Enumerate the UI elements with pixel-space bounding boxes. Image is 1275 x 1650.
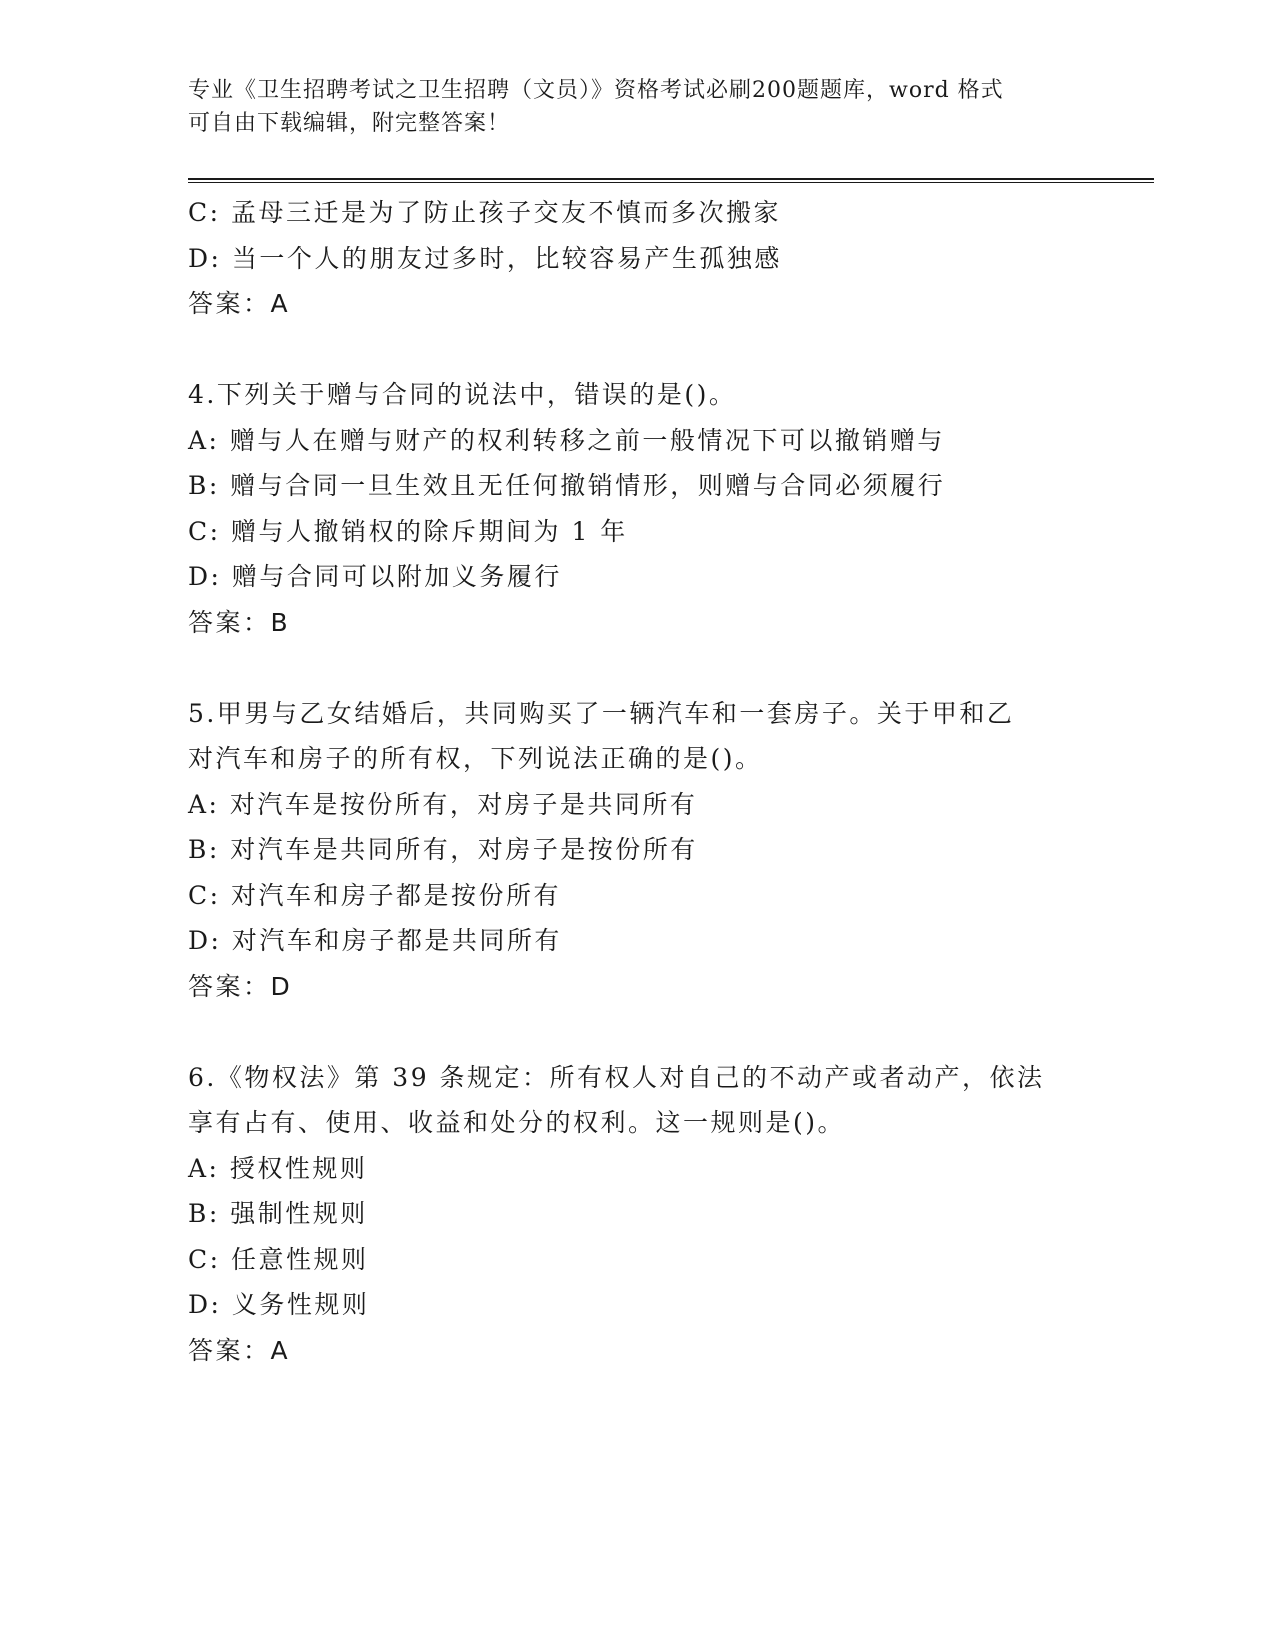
- question-6: [188, 1055, 1088, 1374]
- question-3-continued: [188, 190, 1088, 327]
- option-c: C: 任意性规则: [188, 1244, 369, 1274]
- option-b: B: 赠与合同一旦生效且无任何撤销情形，则赠与合同必须履行: [188, 471, 946, 500]
- option-c: C: 赠与人撤销权的除斥期间为 1 年: [188, 516, 628, 546]
- option-a: A: 对汽车是按份所有，对房子是共同所有: [188, 789, 698, 819]
- question-4: [188, 372, 1088, 645]
- question-stem: 4.下列关于赠与合同的说法中，错误的是()。: [188, 380, 737, 409]
- header-divider-thin: [188, 182, 1154, 183]
- option-c: C: 孟母三迁是为了防止孩子交友不慎而多次搬家: [188, 198, 781, 227]
- question-content: [188, 190, 1088, 1373]
- document-header: [188, 74, 1068, 140]
- header-title-line-2: 可自由下载编辑，附完整答案！: [188, 111, 511, 136]
- option-d: D: 当一个人的朋友过多时，比较容易产生孤独感: [188, 243, 782, 273]
- option-d: D: 赠与合同可以附加义务履行: [188, 562, 562, 591]
- option-a: A: 授权性规则: [188, 1153, 368, 1183]
- answer-label: 答案：A: [188, 1335, 291, 1365]
- option-b: B: 对汽车是共同所有，对房子是按份所有: [188, 835, 698, 864]
- question-stem: 6.《物权法》第 39 条规定：所有权人对自己的不动产或者动产，依法: [188, 1062, 1045, 1092]
- header-divider: [188, 178, 1154, 180]
- spacer: [188, 1009, 1088, 1055]
- answer-label: 答案：B: [188, 607, 291, 637]
- spacer: [188, 327, 1088, 373]
- question-5: [188, 691, 1088, 1010]
- option-a: A: 赠与人在赠与财产的权利转移之前一般情况下可以撤销赠与: [188, 425, 945, 455]
- spacer: [188, 645, 1088, 691]
- option-c: C: 对汽车和房子都是按份所有: [188, 880, 561, 910]
- option-d: D: 对汽车和房子都是共同所有: [188, 926, 562, 955]
- answer-label: 答案：D: [188, 971, 293, 1001]
- answer-label: 答案：A: [188, 289, 291, 318]
- question-stem: 享有占有、使用、收益和处分的权利。这一规则是()。: [188, 1108, 846, 1137]
- option-d: D: 义务性规则: [188, 1290, 370, 1319]
- question-stem: 对汽车和房子的所有权，下列说法正确的是()。: [188, 744, 763, 773]
- option-b: B: 强制性规则: [188, 1199, 368, 1228]
- question-stem: 5.甲男与乙女结婚后，共同购买了一辆汽车和一套房子。关于甲和乙: [188, 698, 1015, 728]
- header-title-line-1: 专业《卫生招聘考试之卫生招聘（文员）》资格考试必刷200题题库，word 格式: [188, 78, 1004, 103]
